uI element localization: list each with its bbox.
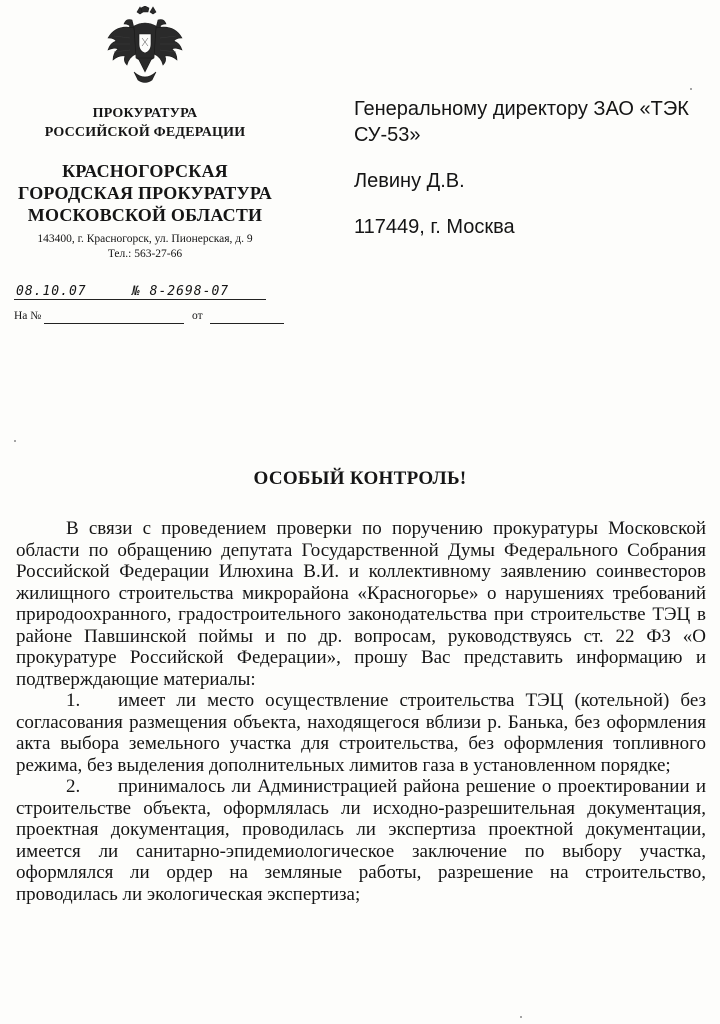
addressee-name: Левину Д.В.: [354, 170, 465, 192]
office-line-3: МОСКОВСКОЙ ОБЛАСТИ: [27, 205, 263, 225]
document-title: ОСОБЫЙ КОНТРОЛЬ!: [253, 468, 467, 489]
reply-date-blank: [210, 323, 284, 324]
letter-body: [16, 518, 706, 905]
city-office-name: [14, 160, 276, 226]
double-headed-eagle-emblem-icon: [104, 6, 186, 86]
sender-block: [14, 104, 276, 262]
reply-reference-line: [14, 310, 276, 326]
scan-speck: [520, 1016, 522, 1018]
scan-speck: [14, 440, 16, 442]
org-line-2: РОССИЙСКОЙ ФЕДЕРАЦИИ: [44, 125, 246, 140]
registration-line: [14, 283, 276, 305]
address-line: 143400, г. Красногорск, ул. Пионерская, д. 9: [37, 233, 253, 245]
reply-date-label: от: [192, 310, 203, 322]
list-item-text: принималось ли Администрацией района решение о проектировании и строительстве объекта, оформлялась ли исходно-разрешительная документация, проектная документация, проводилась ли экспертиза проектной документации, имеется ли санитарно-эпидемиологическое заключение по выбору участка, оформлялся ли ордер на земляные работы, разрешение на строительство, проводилась ли экологическая экспертиза;: [16, 776, 706, 905]
list-item-text: имеет ли место осуществление строительства ТЭЦ (котельной) без согласования размещения объекта, находящегося вблизи р. Банька, без оформления акта выбора земельного участка для строительства, без оформления топливного режима, без выделения дополнительных лимитов газа в установленном порядке;: [16, 690, 706, 776]
prosecutor-office-name: [14, 104, 276, 142]
list-item-number: 2.: [66, 776, 81, 797]
reply-number-label: На №: [14, 310, 42, 322]
list-item: [16, 690, 706, 776]
reply-number-blank: [44, 323, 184, 324]
addressee-block: [354, 96, 694, 240]
registration-number: № 8-2698-07: [132, 284, 230, 299]
addressee-position-line-1: Генеральному директору ЗАО «ТЭК: [354, 98, 689, 120]
list-item: [16, 776, 706, 905]
registration-underline: [14, 299, 266, 300]
intro-paragraph: В связи с проведением проверки по поручению прокуратуры Московской области по обращению депутата Государственной Думы Федерального Собрания Российской Федерации Илюхина В.И. и коллективному заявлению соинвесторов жилищного строительства микрорайона «Красногорье» о нарушениях требований природоохранного, градостроительного законодательства при строительстве ТЭЦ в районе Павшинской поймы и по др. вопросам, руководствуясь ст. 22 ФЗ «О прокуратуре Российской Федерации», прошу Вас представить информацию и подтверждающие материалы:: [16, 518, 706, 690]
sender-address: [14, 232, 276, 262]
office-line-1: КРАСНОГОРСКАЯ: [62, 161, 228, 181]
org-line-1: ПРОКУРАТУРА: [92, 106, 198, 121]
list-item-number: 1.: [66, 690, 81, 711]
phone-line: Тел.: 563-27-66: [107, 248, 183, 260]
registration-date: 08.10.07: [16, 284, 87, 299]
office-line-2: ГОРОДСКАЯ ПРОКУРАТУРА: [18, 183, 272, 203]
addressee-city: 117449, г. Москва: [354, 216, 515, 238]
addressee-position-line-2: СУ-53»: [354, 124, 421, 146]
scan-speck: [690, 88, 692, 90]
